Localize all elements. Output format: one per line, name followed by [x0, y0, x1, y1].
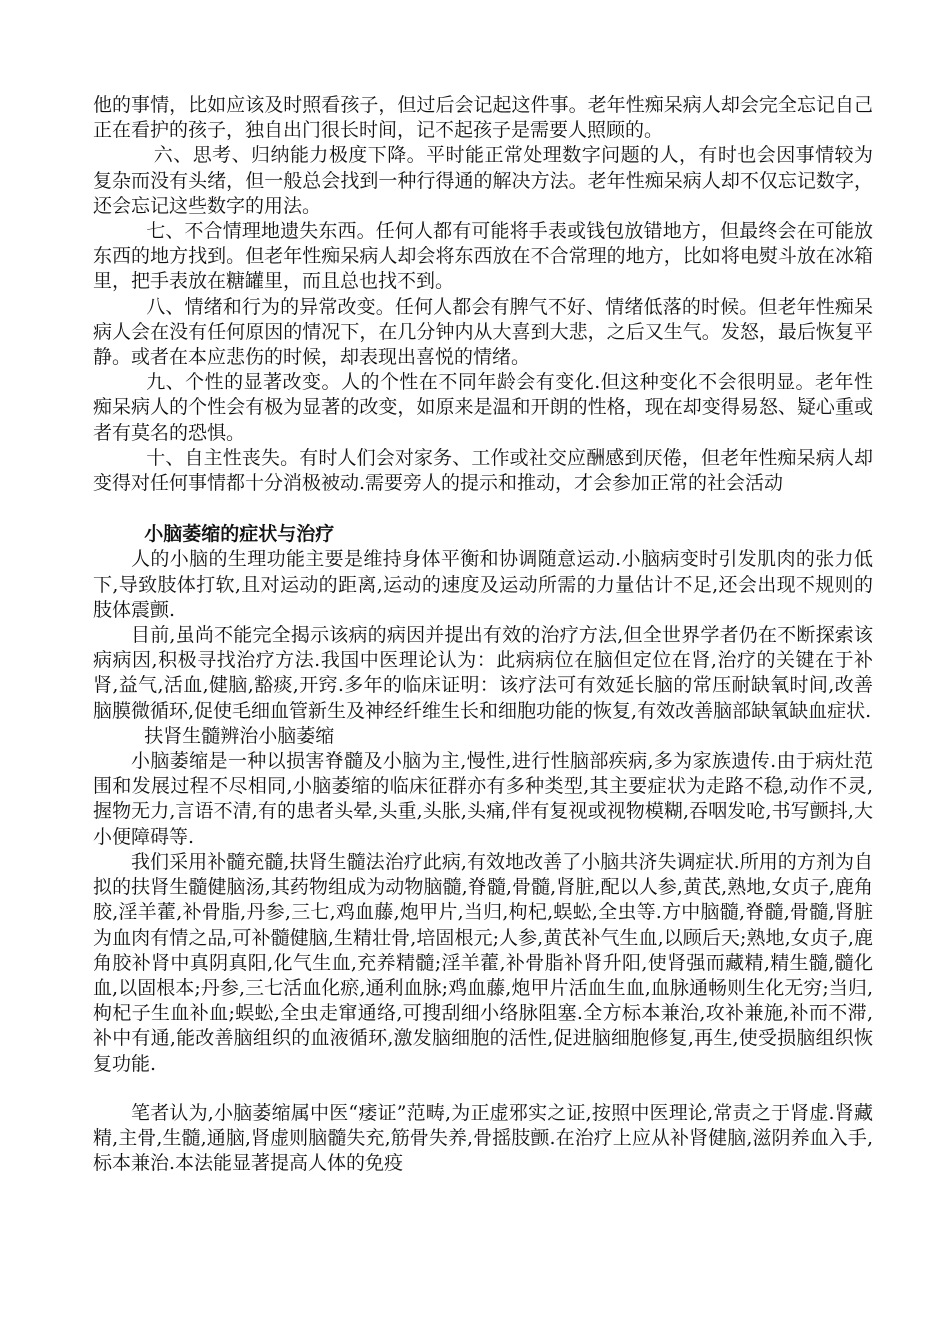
paragraph-author-view: 笔者认为,小脑萎缩属中医“痿证”范畴,为正虚邪实之证,按照中医理论,常责之于肾虚.肾藏精,主骨,生髓,通脑,肾虚则脑髓失充,筋骨失养,骨摇肢颤.在治疗上应从补肾健脑,滋阴养血入手,标本兼治.本法能显著提高人体的免疫	[93, 1101, 873, 1175]
paragraph-item-6: 六、思考、归纳能力极度下降。平时能正常处理数字问题的人，有时也会因事情较为复杂而没有头绪，但一般总会找到一种行得通的解决方法。老年性痴呆病人却不仅忘记数字，还会忘记这些数字的用法。	[93, 144, 873, 217]
paragraph-treatment-method: 我们采用补髓充髓,扶肾生髓法治疗此病,有效地改善了小脑共济失调症状.所用的方剂为自拟的扶肾生髓健脑汤,其药物组成为动物脑髓,脊髓,骨髓,肾脏,配以人参,黄芪,熟地,女贞子,鹿角胶,淫羊藿,补骨脂,丹参,三七,鸡血藤,炮甲片,当归,枸杞,蜈蚣,全虫等.方中脑髓,脊髓,骨髓,肾脏为血肉有情之品,可补髓健脑,生精壮骨,培固根元;人参,黄芪补气生血,以顾后天;熟地,女贞子,鹿角胶补肾中真阴真阳,化气生血,充养精髓;淫羊藿,补骨脂补肾升阳,使肾强而藏精,精生髓,髓化血,以固根本;丹参,三七活血化瘀,通利血脉;鸡血藤,炮甲片活血生血,血脉通畅则生化无穷;当归,枸杞子生血补血;蜈蚣,全虫走窜通络,可搜刮细小络脉阻塞.全方标本兼治,攻补兼施,补而不滞,补中有通,能改善脑组织的血液循环,激发脑细胞的活性,促进脑细胞修复,再生,使受损脑组织恢复功能.	[93, 850, 873, 1075]
paragraph-item-10: 十、自主性丧失。有时人们会对家务、工作或社交应酬感到厌倦，但老年性痴呆病人却变得对任何事情都十分消极被动.需要旁人的提示和推动，才会参加正常的社会活动	[93, 446, 873, 495]
paragraph-item-7: 七、不合情理地遗失东西。任何人都有可能将手表或钱包放错地方，但最终会在可能放东西的地方找到。但老年性痴呆病人却会将东西放在不合常理的地方，比如将电熨斗放在冰箱里，把手表放在糖罐里，而且总也找不到。	[93, 220, 873, 293]
paragraph-item-8: 八、情绪和行为的异常改变。任何人都会有脾气不好、情绪低落的时候。但老年性痴呆病人会在没有任何原因的情况下，在几分钟内从大喜到大悲，之后又生气。发怒，最后恢复平静。或者在本应悲伤的时候，却表现出喜悦的情绪。	[93, 295, 873, 369]
section-title: 小脑萎缩的症状与治疗	[144, 523, 335, 546]
document-page	[93, 93, 873, 1176]
paragraph-continuation: 他的事情，比如应该及时照看孩子，但过后会记起这件事。老年性痴呆病人却会完全忘记自己正在看护的孩子，独自出门很长时间，记不起孩子是需要人照顾的。	[93, 94, 873, 142]
paragraph-current-research: 目前,虽尚不能完全揭示该病的病因并提出有效的治疗方法,但全世界学者仍在不断探索该病病因,积极寻找治疗方法.我国中医理论认为：此病病位在脑但定位在肾,治疗的关键在于补肾,益气,活血,健脑,豁痰,开窍.多年的临床证明：该疗法可有效延长脑的常压耐缺氧时间,改善脑膜微循环,促使毛细血管新生及神经纤维生长和细胞功能的恢复,有效改善脑部缺氧缺血症状.	[93, 624, 873, 722]
paragraph-item-9: 九、个性的显著改变。人的个性在不同年龄会有变化.但这种变化不会很明显。老年性痴呆病人的个性会有极为显著的改变，如原来是温和开朗的性格，现在却变得易怒、疑心重或者有莫名的恐惧。	[93, 371, 873, 444]
paragraph-disease-description: 小脑萎缩是一种以损害脊髓及小脑为主,慢性,进行性脑部疾病,多为家族遗传.由于病灶范围和发展过程不尽相同,小脑萎缩的临床征群亦有多种类型,其主要症状为走路不稳,动作不灵,握物无力,言语不清,有的患者头晕,头重,头胀,头痛,伴有复视或视物模糊,吞咽发呛,书写颤抖,大小便障碍等.	[93, 750, 873, 848]
paragraph-cerebellum-function: 人的小脑的生理功能主要是维持身体平衡和协调随意运动.小脑病变时引发肌肉的张力低下,导致肢体打软,且对运动的距离,运动的速度及运动所需的力量估计不足,还会出现不规则的肢体震颤.	[93, 548, 873, 621]
subsection-title: 扶肾生髓辨治小脑萎缩	[144, 724, 335, 747]
